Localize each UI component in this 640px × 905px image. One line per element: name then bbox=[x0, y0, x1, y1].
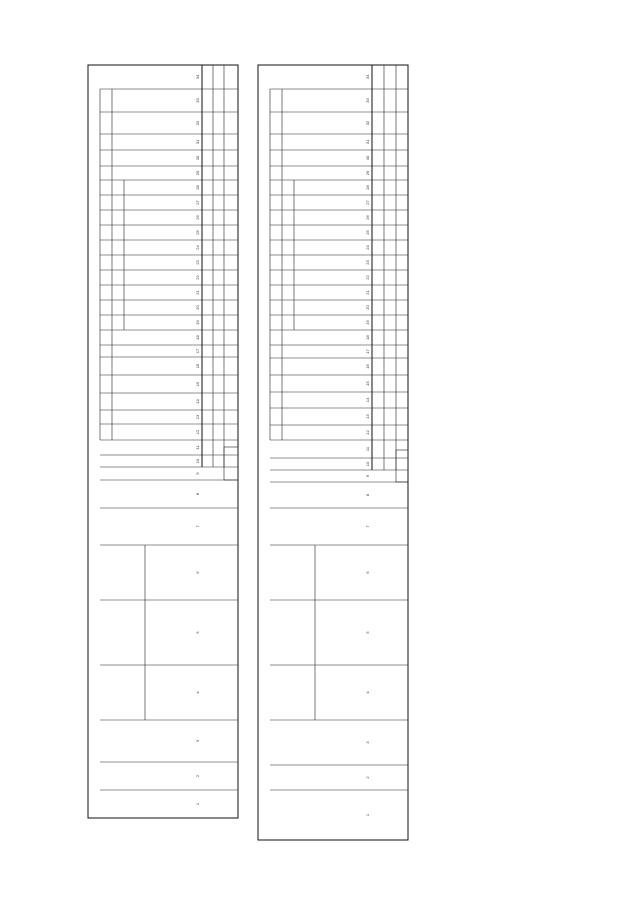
table-frame bbox=[258, 65, 408, 840]
column-number: 11 bbox=[195, 445, 200, 450]
column-number: 23 bbox=[365, 260, 370, 265]
column-number: 27 bbox=[365, 200, 370, 205]
column-number: 3 bbox=[365, 741, 370, 744]
column-number: 13 bbox=[365, 414, 370, 419]
column-number: 5 bbox=[195, 631, 200, 634]
column-number: 34 bbox=[195, 74, 200, 80]
column-number: 32 bbox=[195, 120, 200, 126]
column-number: 1 bbox=[195, 802, 200, 806]
column-number: 14 bbox=[365, 397, 370, 403]
column-number: 9 bbox=[195, 472, 200, 475]
column-number: 26 bbox=[195, 215, 200, 220]
column-number: 13 bbox=[195, 414, 200, 420]
column-number: 10 bbox=[195, 458, 200, 464]
column-number: 10 bbox=[365, 461, 370, 467]
column-number: 22 bbox=[195, 275, 200, 280]
column-number: 19 bbox=[195, 320, 200, 325]
column-number: 7 bbox=[365, 525, 370, 528]
column-number: 27 bbox=[195, 200, 200, 205]
column-number: 29 bbox=[195, 170, 200, 176]
table-2 bbox=[258, 65, 408, 840]
column-number: 15 bbox=[195, 381, 200, 387]
column-number: 2 bbox=[365, 776, 370, 779]
table-frame bbox=[88, 65, 238, 818]
column-number: 4 bbox=[195, 691, 200, 694]
column-number: 16 bbox=[365, 364, 370, 369]
column-number: 32 bbox=[365, 120, 370, 126]
column-number: 23 bbox=[195, 260, 200, 265]
column-number: 33 bbox=[365, 98, 370, 103]
column-number: 5 bbox=[365, 631, 370, 634]
column-number: 21 bbox=[365, 290, 370, 295]
column-number: 17 bbox=[195, 348, 200, 354]
column-number: 21 bbox=[195, 290, 200, 295]
column-number: 33 bbox=[195, 98, 200, 103]
column-number: 15 bbox=[365, 381, 370, 386]
column-number: 28 bbox=[365, 185, 370, 190]
column-number: 28 bbox=[195, 185, 200, 190]
column-number: 34 bbox=[365, 74, 370, 80]
column-number: 14 bbox=[195, 399, 200, 404]
column-number: 25 bbox=[195, 230, 200, 235]
column-number: 4 bbox=[365, 691, 370, 694]
column-number: 18 bbox=[365, 335, 370, 340]
total-row-box bbox=[224, 447, 238, 480]
column-number: 25 bbox=[365, 230, 370, 235]
column-number: 24 bbox=[365, 245, 370, 250]
column-number: 6 bbox=[365, 571, 370, 574]
column-number: 20 bbox=[365, 305, 370, 310]
column-number: 12 bbox=[195, 429, 200, 435]
column-number: 2 bbox=[195, 774, 200, 778]
column-number: 6 bbox=[195, 571, 200, 574]
column-number: 17 bbox=[365, 349, 370, 354]
column-number: 20 bbox=[195, 305, 200, 310]
column-number: 8 bbox=[195, 492, 200, 496]
total-row-box bbox=[396, 450, 408, 482]
column-number: 26 bbox=[365, 215, 370, 220]
column-number: 8 bbox=[365, 493, 370, 497]
column-number: 16 bbox=[195, 363, 200, 369]
column-number: 31 bbox=[195, 139, 200, 145]
column-number: 30 bbox=[365, 155, 370, 161]
column-number: 29 bbox=[365, 170, 370, 176]
column-number: 7 bbox=[195, 525, 200, 528]
column-number: 9 bbox=[365, 474, 370, 478]
column-number: 12 bbox=[365, 430, 370, 435]
column-number: 30 bbox=[195, 155, 200, 161]
column-number: 11 bbox=[365, 446, 370, 452]
column-number: 1 bbox=[365, 813, 370, 817]
column-number: 3 bbox=[195, 739, 200, 743]
column-number: 22 bbox=[365, 275, 370, 280]
column-number: 24 bbox=[195, 245, 200, 250]
column-number: 19 bbox=[365, 320, 370, 325]
table-1 bbox=[88, 65, 238, 818]
column-number: 18 bbox=[195, 335, 200, 340]
column-number: 31 bbox=[365, 139, 370, 145]
